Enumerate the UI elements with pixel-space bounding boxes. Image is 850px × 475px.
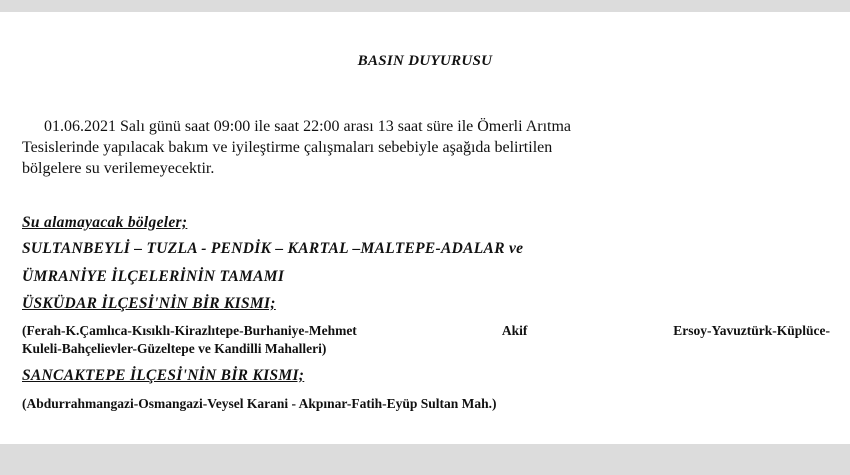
uskudar-details xyxy=(22,322,830,358)
document-title: BASIN DUYURUSU xyxy=(357,53,493,69)
paragraph-line-2: Tesislerinde yapılacak bakım ve iyileştirme çalışmaları sebebiyle aşağıda belirtilen xyxy=(22,139,553,156)
document-page xyxy=(0,12,850,444)
regions-heading: Su alamayacak bölgeler; xyxy=(22,214,188,231)
districts-line-2: ÜMRANİYE İLÇELERİNİN TAMAMI xyxy=(22,268,285,285)
uskudar-heading: ÜSKÜDAR İLÇESİ'NİN BİR KISMI; xyxy=(22,295,276,312)
paragraph-line-1: 01.06.2021 Salı günü saat 09:00 ile saat 22:00 arası 13 saat süre ile Ömerli Arıtma xyxy=(44,118,572,135)
sancaktepe-details: (Abdurrahmangazi-Osmangazi-Veysel Karani - Akpınar-Fatih-Eyüp Sultan Mah.) xyxy=(22,396,497,411)
uskudar-details-line-1: (Ferah-K.Çamlıca-Kısıklı-Kirazlıtepe-Burhaniye-Mehmet Akif Ersoy-Yavuztürk-Küplüce- xyxy=(22,323,830,338)
sancaktepe-heading: SANCAKTEPE İLÇESİ'NİN BİR KISMI; xyxy=(22,367,305,384)
paragraph-line-3: bölgelere su verilemeyecektir. xyxy=(22,160,215,177)
announcement-paragraph xyxy=(22,116,822,179)
uskudar-details-line-2: Kuleli-Bahçelievler-Güzeltepe ve Kandilli Mahalleri) xyxy=(22,341,327,356)
districts-line-1: SULTANBEYLİ – TUZLA - PENDİK – KARTAL –MALTEPE-ADALAR ve xyxy=(22,240,524,257)
